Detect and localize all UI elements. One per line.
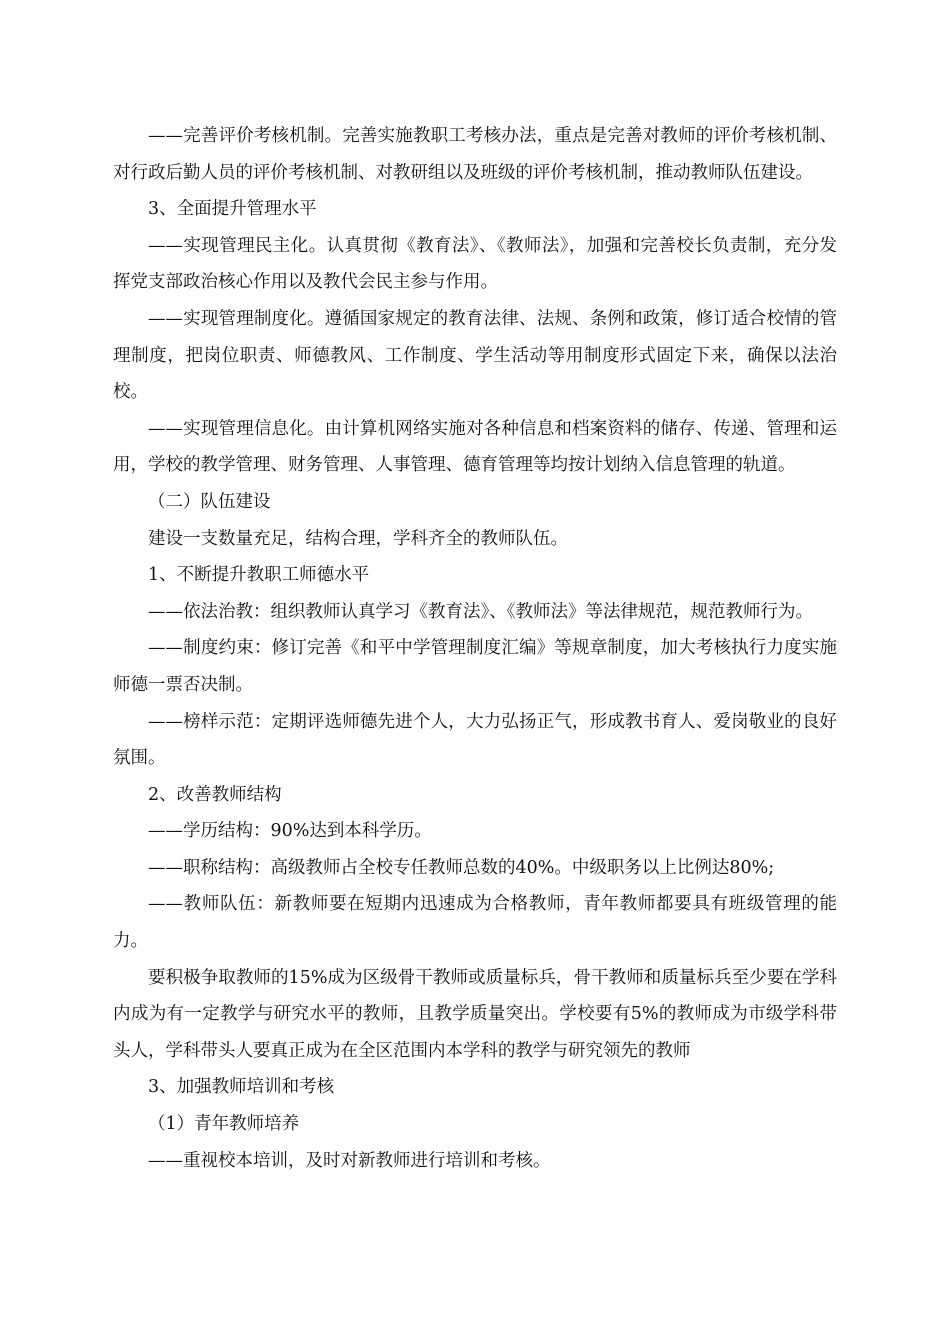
paragraph-rule-of-law: ——依法治教：组织教师认真学习《教育法》、《教师法》等法律规范，规范教师行为。: [148, 601, 813, 622]
paragraph-democratization: ——实现管理民主化。认真贯彻《教育法》、《教师法》，加强和完善校长负责制，充分发挥党支部政治核心作用以及教代会民主参与作用。: [113, 235, 837, 293]
paragraph-system-constraint: ——制度约束：修订完善《和平中学管理制度汇编》等规章制度，加大考核执行力度实施师德一票否决制。: [113, 638, 837, 695]
paragraph-role-model: ——榜样示范：定期评选师德先进个人，大力弘扬正气，形成教书育人、爱岗敬业的良好氛围。: [113, 711, 837, 769]
paragraph-title-structure: ——职称结构：高级教师占全校专任教师总数的40%。中级职务以上比例达80%;: [148, 857, 775, 878]
heading-teacher-ethics: 1、不断提升教职工师德水平: [148, 565, 370, 586]
paragraph-education-structure: ——学历结构：90%达到本科学历。: [148, 821, 432, 842]
paragraph-informatization: ——实现管理信息化。由计算机网络实施对各种信息和档案资料的储存、传递、管理和运用，学校的教学管理、财务管理、人事管理、德育管理等均按计划纳入信息管理的轨道。: [113, 418, 837, 476]
document-body: [113, 118, 837, 1179]
heading-team-building: （二）队伍建设: [148, 491, 271, 512]
heading-teacher-structure: 2、改善教师结构: [148, 784, 282, 805]
heading-management-level: 3、全面提升管理水平: [148, 199, 317, 220]
heading-training-assessment: 3、加强教师培训和考核: [148, 1077, 335, 1098]
paragraph-evaluation-mechanism: ——完善评价考核机制。完善实施教职工考核办法，重点是完善对教师的评价考核机制、对行政后勤人员的评价考核机制、对教研组以及班级的评价考核机制，推动教师队伍建设。: [113, 126, 837, 183]
paragraph-institutionalization: ——实现管理制度化。遵循国家规定的教育法律、法规、条例和政策，修订适合校情的管理制度，把岗位职责、师德教风、工作制度、学生活动等用制度形式固定下来，确保以法治校。: [113, 308, 837, 403]
paragraph-teacher-team: ——教师队伍：新教师要在短期内迅速成为合格教师，青年教师都要具有班级管理的能力。: [113, 894, 837, 952]
paragraph-team-goal: 建设一支数量充足，结构合理，学科齐全的教师队伍。: [148, 528, 568, 549]
paragraph-backbone-teachers: 要积极争取教师的15%成为区级骨干教师或质量标兵，骨干教师和质量标兵至少要在学科内成为有一定教学与研究水平的教师，且教学质量突出。学校要有5%的教师成为市级学科带头人，学科带头人要真正成为在全区范围内本学科的教学与研究领先的教师: [113, 967, 837, 1061]
paragraph-school-training: ——重视校本培训，及时对新教师进行培训和考核。: [148, 1150, 551, 1171]
heading-young-teachers: （1）青年教师培养: [148, 1114, 300, 1135]
